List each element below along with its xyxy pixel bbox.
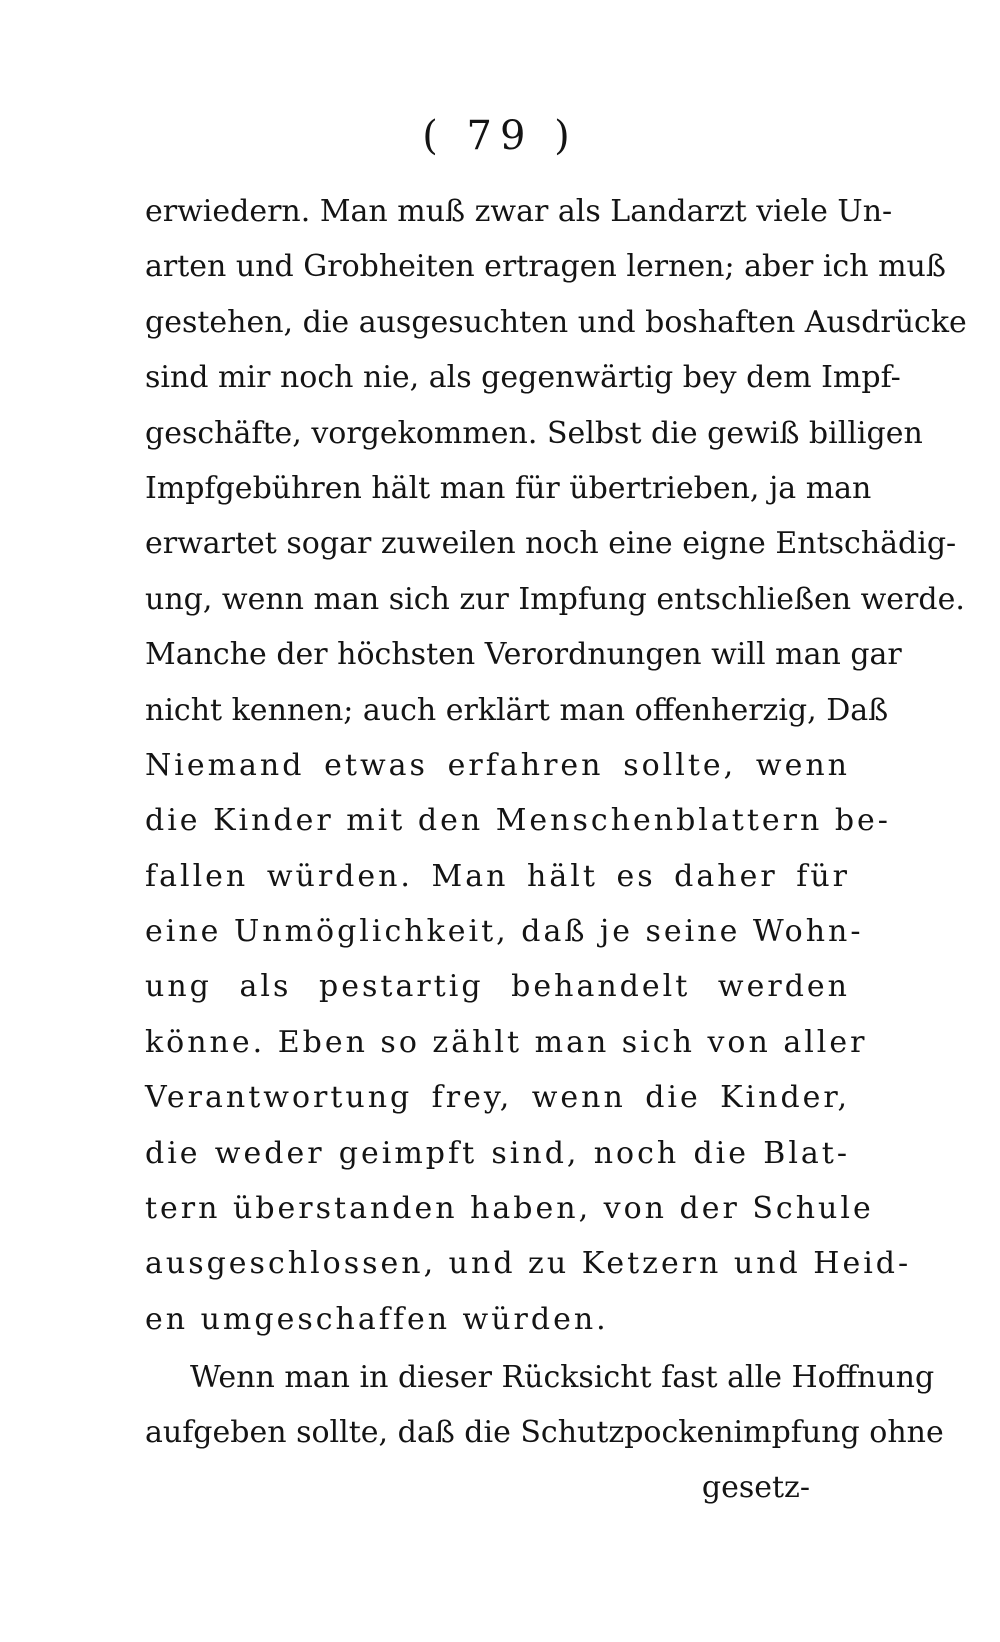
text-line-spaced: tern überstanden haben, von der Schule — [145, 1191, 874, 1227]
paragraph-2 — [145, 1350, 944, 1461]
text-line-spaced: fallen würden. Man hält es daher für — [145, 858, 850, 894]
text-line: aufgeben sollte, daß die Schutzpockenimpfung ohne — [145, 1415, 944, 1451]
text-line: geschäfte, vorgekommen. Selbst die gewiß billigen — [145, 415, 923, 451]
text-line: nicht kennen; auch erklärt man offenherzig, Daß — [145, 692, 889, 728]
text-line-spaced: en umgeschaffen würden. — [145, 1301, 609, 1337]
text-line: Wenn man in dieser Rücksicht fast alle Hoffnung — [190, 1360, 935, 1395]
text-line-spaced: könne. Eben so zählt man sich von aller — [145, 1024, 868, 1060]
text-line-spaced: die weder geimpft sind, noch die Blat- — [145, 1135, 850, 1171]
page-number: ( 79 ) — [422, 113, 578, 159]
text-line-spaced: ung als pestartig behandelt werden — [145, 969, 850, 1005]
catchword: gesetz- — [701, 1470, 810, 1505]
text-line-spaced: Verantwortung frey, wenn die Kinder, — [145, 1080, 850, 1116]
text-line-spaced: ausgeschlossen, und zu Ketzern und Heid- — [145, 1246, 912, 1282]
text-line: sind mir noch nie, als gegenwärtig bey dem Impf- — [145, 360, 901, 396]
text-line-spaced: eine Unmöglichkeit, daß je seine Wohn- — [145, 914, 864, 950]
text-line: gestehen, die ausgesuchten und boshaften Ausdrücke — [145, 304, 967, 340]
text-line: erwartet sogar zuweilen noch eine eigne Entschädig- — [145, 526, 957, 562]
text-line-spaced: Niemand etwas erfahren sollte, wenn — [145, 747, 850, 783]
text-line: arten und Grobheiten ertragen lernen; aber ich muß — [145, 249, 946, 285]
paragraph-1 — [145, 184, 967, 1347]
text-line-spaced: die Kinder mit den Menschenblattern be- — [145, 803, 891, 839]
text-line: erwiedern. Man muß zwar als Landarzt viele Un- — [145, 194, 893, 229]
text-line: ung, wenn man sich zur Impfung entschließen werde. — [145, 581, 965, 617]
text-line: Manche der höchsten Verordnungen will man gar — [145, 637, 902, 673]
text-line: Impfgebühren hält man für übertrieben, ja man — [145, 470, 872, 506]
